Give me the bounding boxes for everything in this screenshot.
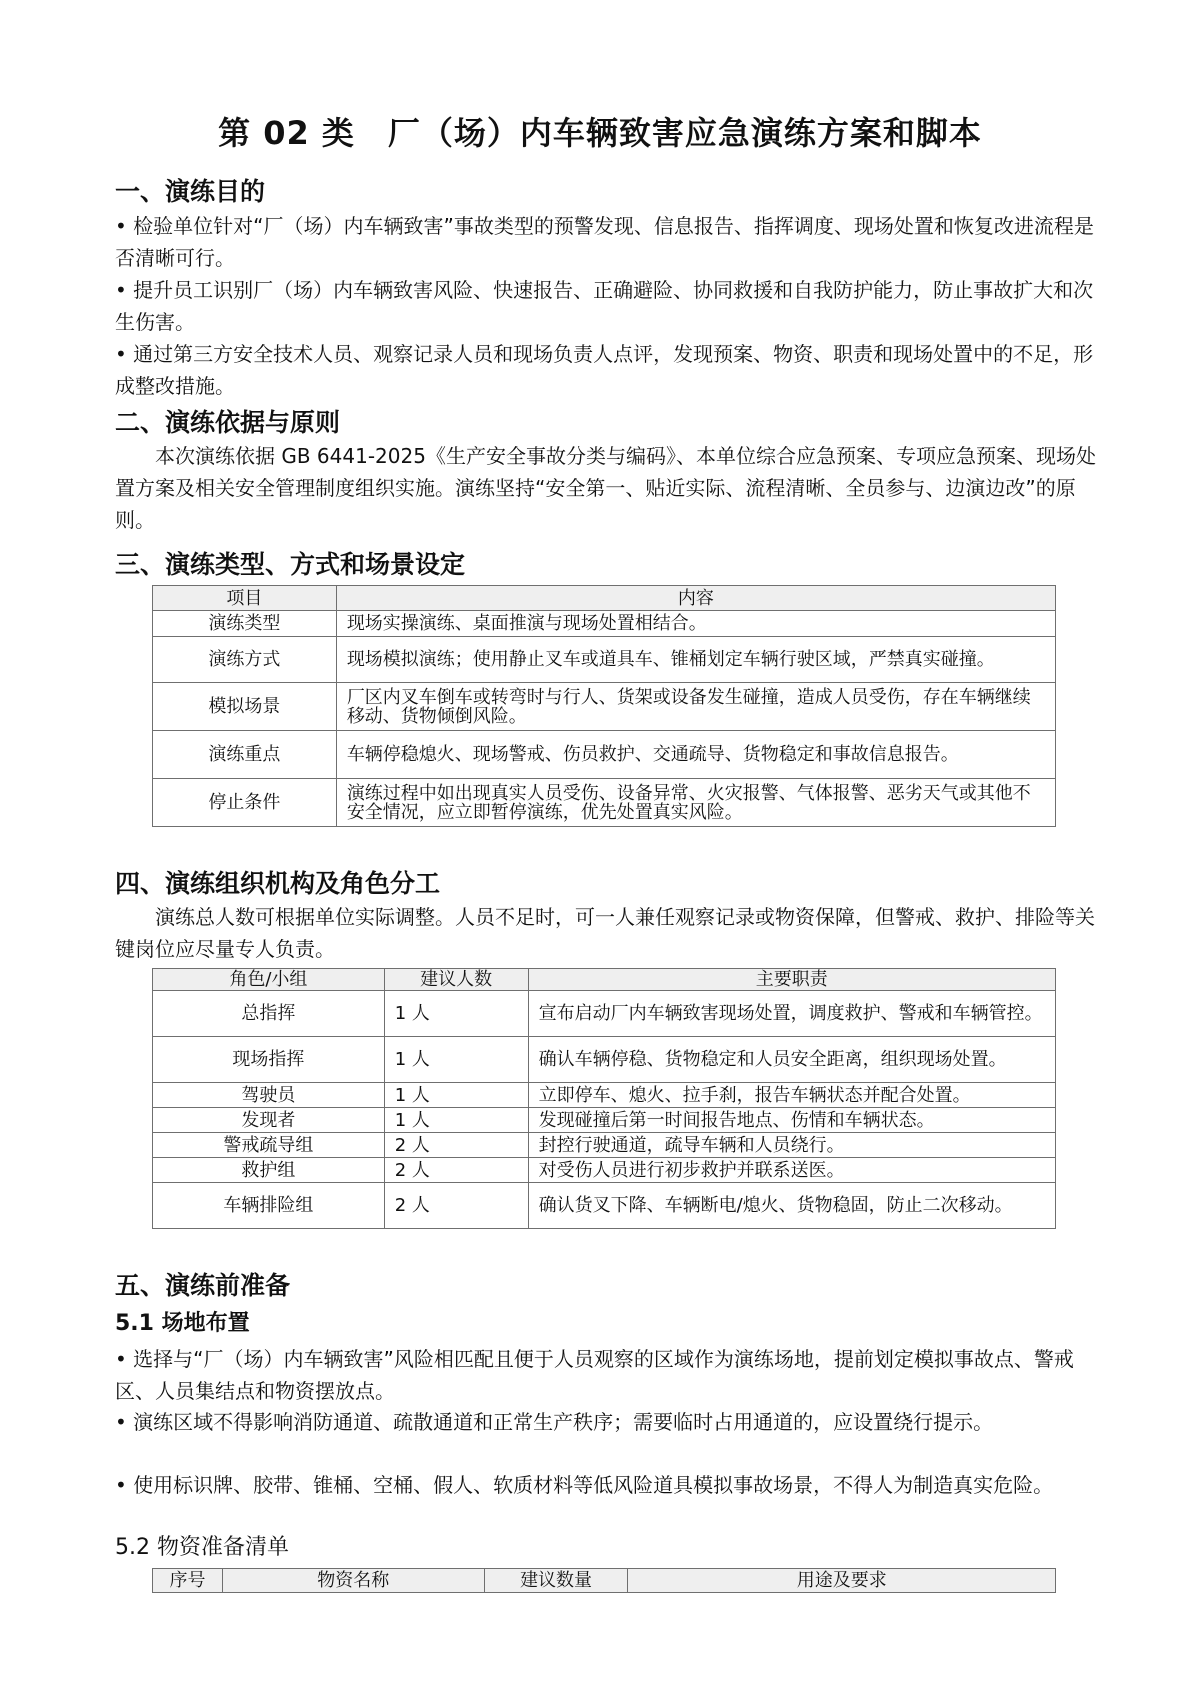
bullet-paragraph: • 提升员工识别厂（场）内车辆致害风险、快速报告、正确避险、协同救援和自我防护能力，防止事故扩大和次生伤害。 xyxy=(115,278,1094,334)
table-cell: 演练过程中如出现真实人员受伤、设备异常、火灾报警、气体报警、恶劣天气或其他不安全情况，应立即暂停演练，优先处置真实风险。 xyxy=(336,779,1055,827)
drill-scenario-table xyxy=(152,585,1056,827)
table-header-row xyxy=(153,586,1056,611)
section-heading-2: 二、演练依据与原则 xyxy=(115,408,341,437)
table-cell: 宣布启动厂内车辆致害现场处置，调度救护、警戒和车辆管控。 xyxy=(528,991,1055,1037)
table-cell: 救护组 xyxy=(153,1158,385,1183)
table-cell: 现场实操演练、桌面推演与现场处置相结合。 xyxy=(336,611,1055,637)
table-row xyxy=(153,683,1056,731)
table-header-cell: 序号 xyxy=(153,1569,223,1593)
bullet-paragraph: • 演练区域不得影响消防通道、疏散通道和正常生产秩序；需要临时占用通道的，应设置绕行提示。 xyxy=(115,1410,994,1434)
table-cell: 对受伤人员进行初步救护并联系送医。 xyxy=(528,1158,1055,1183)
table-row xyxy=(153,779,1056,827)
table-cell: 车辆停稳熄火、现场警戒、伤员救护、交通疏导、货物稳定和事故信息报告。 xyxy=(336,731,1055,779)
table-header-cell: 用途及要求 xyxy=(628,1569,1056,1593)
roles-table xyxy=(152,968,1056,1229)
table-cell: 驾驶员 xyxy=(153,1083,385,1108)
table-cell: 2 人 xyxy=(384,1133,528,1158)
table-cell: 1 人 xyxy=(384,1083,528,1108)
subsection-heading-5-1: 5.1 场地布置 xyxy=(115,1311,250,1336)
table-cell: 发现碰撞后第一时间报告地点、伤情和车辆状态。 xyxy=(528,1108,1055,1133)
table-cell: 模拟场景 xyxy=(153,683,337,731)
table-cell: 2 人 xyxy=(384,1183,528,1229)
table-row xyxy=(153,731,1056,779)
document-title: 第 02 类 厂（场）内车辆致害应急演练方案和脚本 xyxy=(218,114,982,152)
table-header-cell: 角色/小组 xyxy=(153,969,385,991)
body-paragraph: 本次演练依据 GB 6441-2025《生产安全事故分类与编码》、本单位综合应急预案、专项应急预案、现场处置方案及相关安全管理制度组织实施。演练坚持“安全第一、贴近实际、流程清晰、全员参与、边演边改”的原则。 xyxy=(115,444,1096,532)
table-header-cell: 项目 xyxy=(153,586,337,611)
bullet-paragraph: • 选择与“厂（场）内车辆致害”风险相匹配且便于人员观察的区域作为演练场地，提前划定模拟事故点、警戒区、人员集结点和物资摆放点。 xyxy=(115,1347,1074,1403)
table-header-cell: 物资名称 xyxy=(222,1569,484,1593)
table-cell: 车辆排险组 xyxy=(153,1183,385,1229)
table-row xyxy=(153,1037,1056,1083)
table-cell: 警戒疏导组 xyxy=(153,1133,385,1158)
body-paragraph: 演练总人数可根据单位实际调整。人员不足时，可一人兼任观察记录或物资保障，但警戒、救护、排险等关键岗位应尽量专人负责。 xyxy=(115,905,1095,961)
table-row xyxy=(153,1133,1056,1158)
table-row xyxy=(153,1083,1056,1108)
table-cell: 2 人 xyxy=(384,1158,528,1183)
table-header-cell: 建议数量 xyxy=(484,1569,628,1593)
table-row xyxy=(153,1183,1056,1229)
table-row xyxy=(153,637,1056,683)
table-header-cell: 建议人数 xyxy=(384,969,528,991)
table-cell: 封控行驶通道，疏导车辆和人员绕行。 xyxy=(528,1133,1055,1158)
table-header-row xyxy=(153,969,1056,991)
table-header-row xyxy=(153,1569,1056,1593)
section-heading-4: 四、演练组织机构及角色分工 xyxy=(115,869,441,898)
subsection-heading-5-2: 5.2 物资准备清单 xyxy=(115,1535,289,1560)
table-cell: 停止条件 xyxy=(153,779,337,827)
table-cell: 1 人 xyxy=(384,991,528,1037)
section-heading-5: 五、演练前准备 xyxy=(115,1271,291,1300)
table-header-cell: 内容 xyxy=(336,586,1055,611)
table-cell: 演练方式 xyxy=(153,637,337,683)
table-header-cell: 主要职责 xyxy=(528,969,1055,991)
bullet-paragraph: • 通过第三方安全技术人员、观察记录人员和现场负责人点评，发现预案、物资、职责和现场处置中的不足，形成整改措施。 xyxy=(115,342,1094,398)
table-cell: 总指挥 xyxy=(153,991,385,1037)
section-heading-3: 三、演练类型、方式和场景设定 xyxy=(115,550,466,579)
table-cell: 现场指挥 xyxy=(153,1037,385,1083)
table-row xyxy=(153,1108,1056,1133)
table-cell: 发现者 xyxy=(153,1108,385,1133)
table-cell: 确认货叉下降、车辆断电/熄火、货物稳固，防止二次移动。 xyxy=(528,1183,1055,1229)
table-cell: 确认车辆停稳、货物稳定和人员安全距离，组织现场处置。 xyxy=(528,1037,1055,1083)
table-cell: 厂区内叉车倒车或转弯时与行人、货架或设备发生碰撞，造成人员受伤，存在车辆继续移动、货物倾倒风险。 xyxy=(336,683,1055,731)
table-cell: 1 人 xyxy=(384,1108,528,1133)
materials-table xyxy=(152,1568,1056,1593)
table-cell: 演练重点 xyxy=(153,731,337,779)
section-heading-1: 一、演练目的 xyxy=(115,177,266,206)
table-row xyxy=(153,611,1056,637)
bullet-paragraph: • 检验单位针对“厂（场）内车辆致害”事故类型的预警发现、信息报告、指挥调度、现场处置和恢复改进流程是否清晰可行。 xyxy=(115,214,1094,270)
table-cell: 立即停车、熄火、拉手刹，报告车辆状态并配合处置。 xyxy=(528,1083,1055,1108)
table-cell: 现场模拟演练；使用静止叉车或道具车、锥桶划定车辆行驶区域，严禁真实碰撞。 xyxy=(336,637,1055,683)
table-row xyxy=(153,1158,1056,1183)
bullet-paragraph: • 使用标识牌、胶带、锥桶、空桶、假人、软质材料等低风险道具模拟事故场景，不得人为制造真实危险。 xyxy=(115,1473,1054,1497)
table-row xyxy=(153,991,1056,1037)
table-cell: 演练类型 xyxy=(153,611,337,637)
table-cell: 1 人 xyxy=(384,1037,528,1083)
